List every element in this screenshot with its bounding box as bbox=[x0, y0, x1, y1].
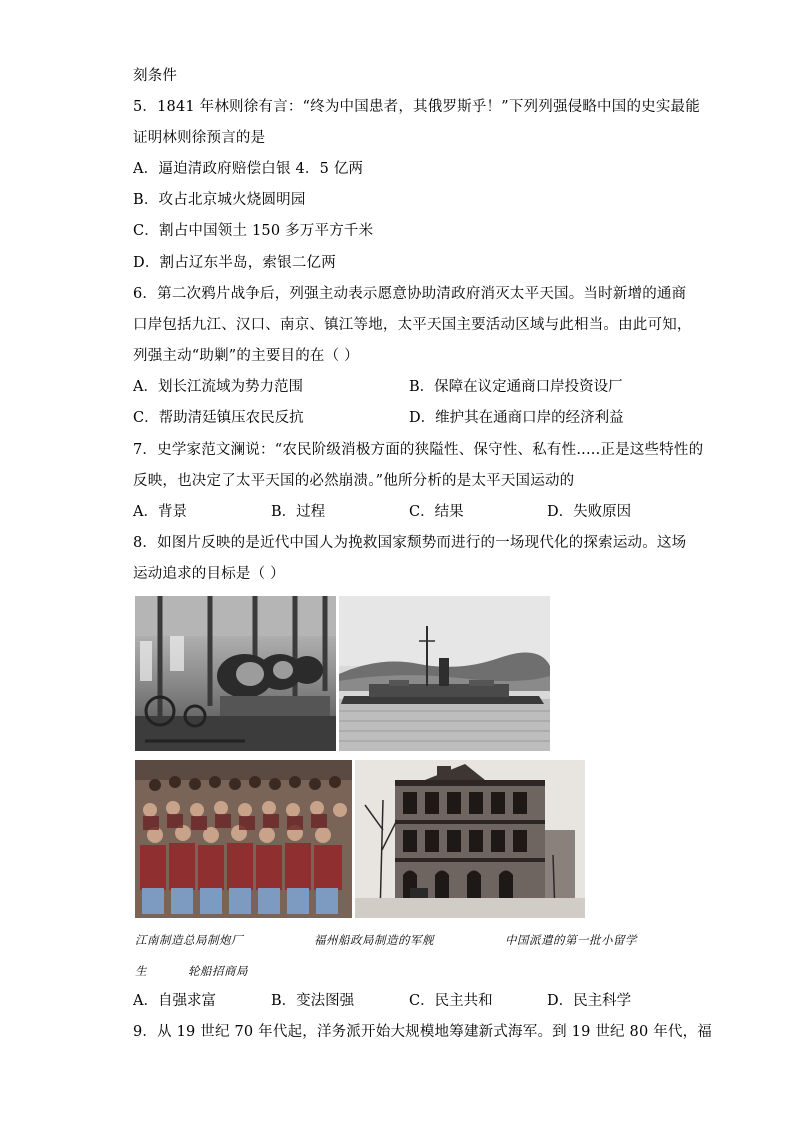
q7-option-c: C．结果 bbox=[409, 504, 464, 520]
warship-photo bbox=[339, 596, 550, 751]
q6-option-a: A．划长江流域为势力范围 bbox=[133, 379, 303, 395]
q6-option-c: C．帮助清廷镇压农民反抗 bbox=[133, 410, 304, 426]
q8-option-b: B．变法图强 bbox=[271, 993, 355, 1009]
q5-stem-line1: 5．1841 年林则徐有言：“终为中国患者，其俄罗斯乎！”下列列强侵略中国的史实最能 bbox=[133, 99, 700, 115]
q7-option-a: A．背景 bbox=[133, 504, 187, 520]
q8-stem-line2: 运动追求的目标是（ ） bbox=[133, 566, 285, 582]
q9-stem-line1: 9．从 19 世纪 70 年代起，洋务派开始大规模地筹建新式海军。到 19 世纪 80 年代，福 bbox=[133, 1024, 712, 1040]
q7-option-d: D．失败原因 bbox=[547, 504, 632, 520]
q8-option-d: D．民主科学 bbox=[547, 993, 632, 1009]
q6-option-d: D．维护其在通商口岸的经济利益 bbox=[409, 410, 624, 426]
q6-stem-line2: 口岸包括九江、汉口、南京、镇江等地，太平天国主要活动区域与此相当。由此可知， bbox=[133, 317, 692, 333]
q5-option-c: C．割占中国领土 150 多万平方千米 bbox=[133, 223, 374, 239]
q8-option-a: A．自强求富 bbox=[133, 993, 216, 1009]
q5-option-a: A．逼迫清政府赔偿白银 4．5 亿两 bbox=[133, 161, 364, 177]
q6-stem-line3: 列强主动“助剿”的主要目的在（ ） bbox=[133, 348, 359, 364]
caption-warship: 福州船政局制造的军舰 bbox=[314, 933, 434, 947]
q5-option-b: B．攻占北京城火烧圆明园 bbox=[133, 192, 306, 208]
arsenal-workshop-photo bbox=[135, 596, 336, 751]
q6-option-b: B．保障在议定通商口岸投资设厂 bbox=[409, 379, 623, 395]
caption-arsenal: 江南制造总局制炮厂 bbox=[135, 933, 243, 947]
q8-stem-line1: 8．如图片反映的是近代中国人为挽救国家颓势而进行的一场现代化的探索运动。这场 bbox=[133, 535, 687, 551]
q7-stem-line1: 7．史学家范文澜说：“农民阶级消极方面的狭隘性、保守性、私有性.....正是这些特性的 bbox=[133, 442, 704, 458]
q7-option-b: B．过程 bbox=[271, 504, 326, 520]
students-photo bbox=[135, 760, 352, 918]
caption-students: 中国派遣的第一批小留学 bbox=[505, 933, 637, 947]
caption-students-cont: 生 bbox=[135, 964, 147, 978]
q6-stem-line1: 6．第二次鸦片战争后，列强主动表示愿意协助清政府消灭太平天国。当时新增的通商 bbox=[133, 286, 687, 302]
q5-stem-line2: 证明林则徐预言的是 bbox=[133, 130, 266, 146]
q7-stem-line2: 反映，也决定了太平天国的必然崩溃。”他所分析的是太平天国运动的 bbox=[133, 473, 575, 489]
q8-option-c: C．民主共和 bbox=[409, 993, 493, 1009]
merchants-building-photo bbox=[355, 760, 585, 918]
caption-merchants: 轮船招商局 bbox=[188, 964, 248, 978]
q5-option-d: D．割占辽东半岛，索银二亿两 bbox=[133, 255, 336, 271]
previous-question-fragment: 刻条件 bbox=[133, 68, 178, 84]
